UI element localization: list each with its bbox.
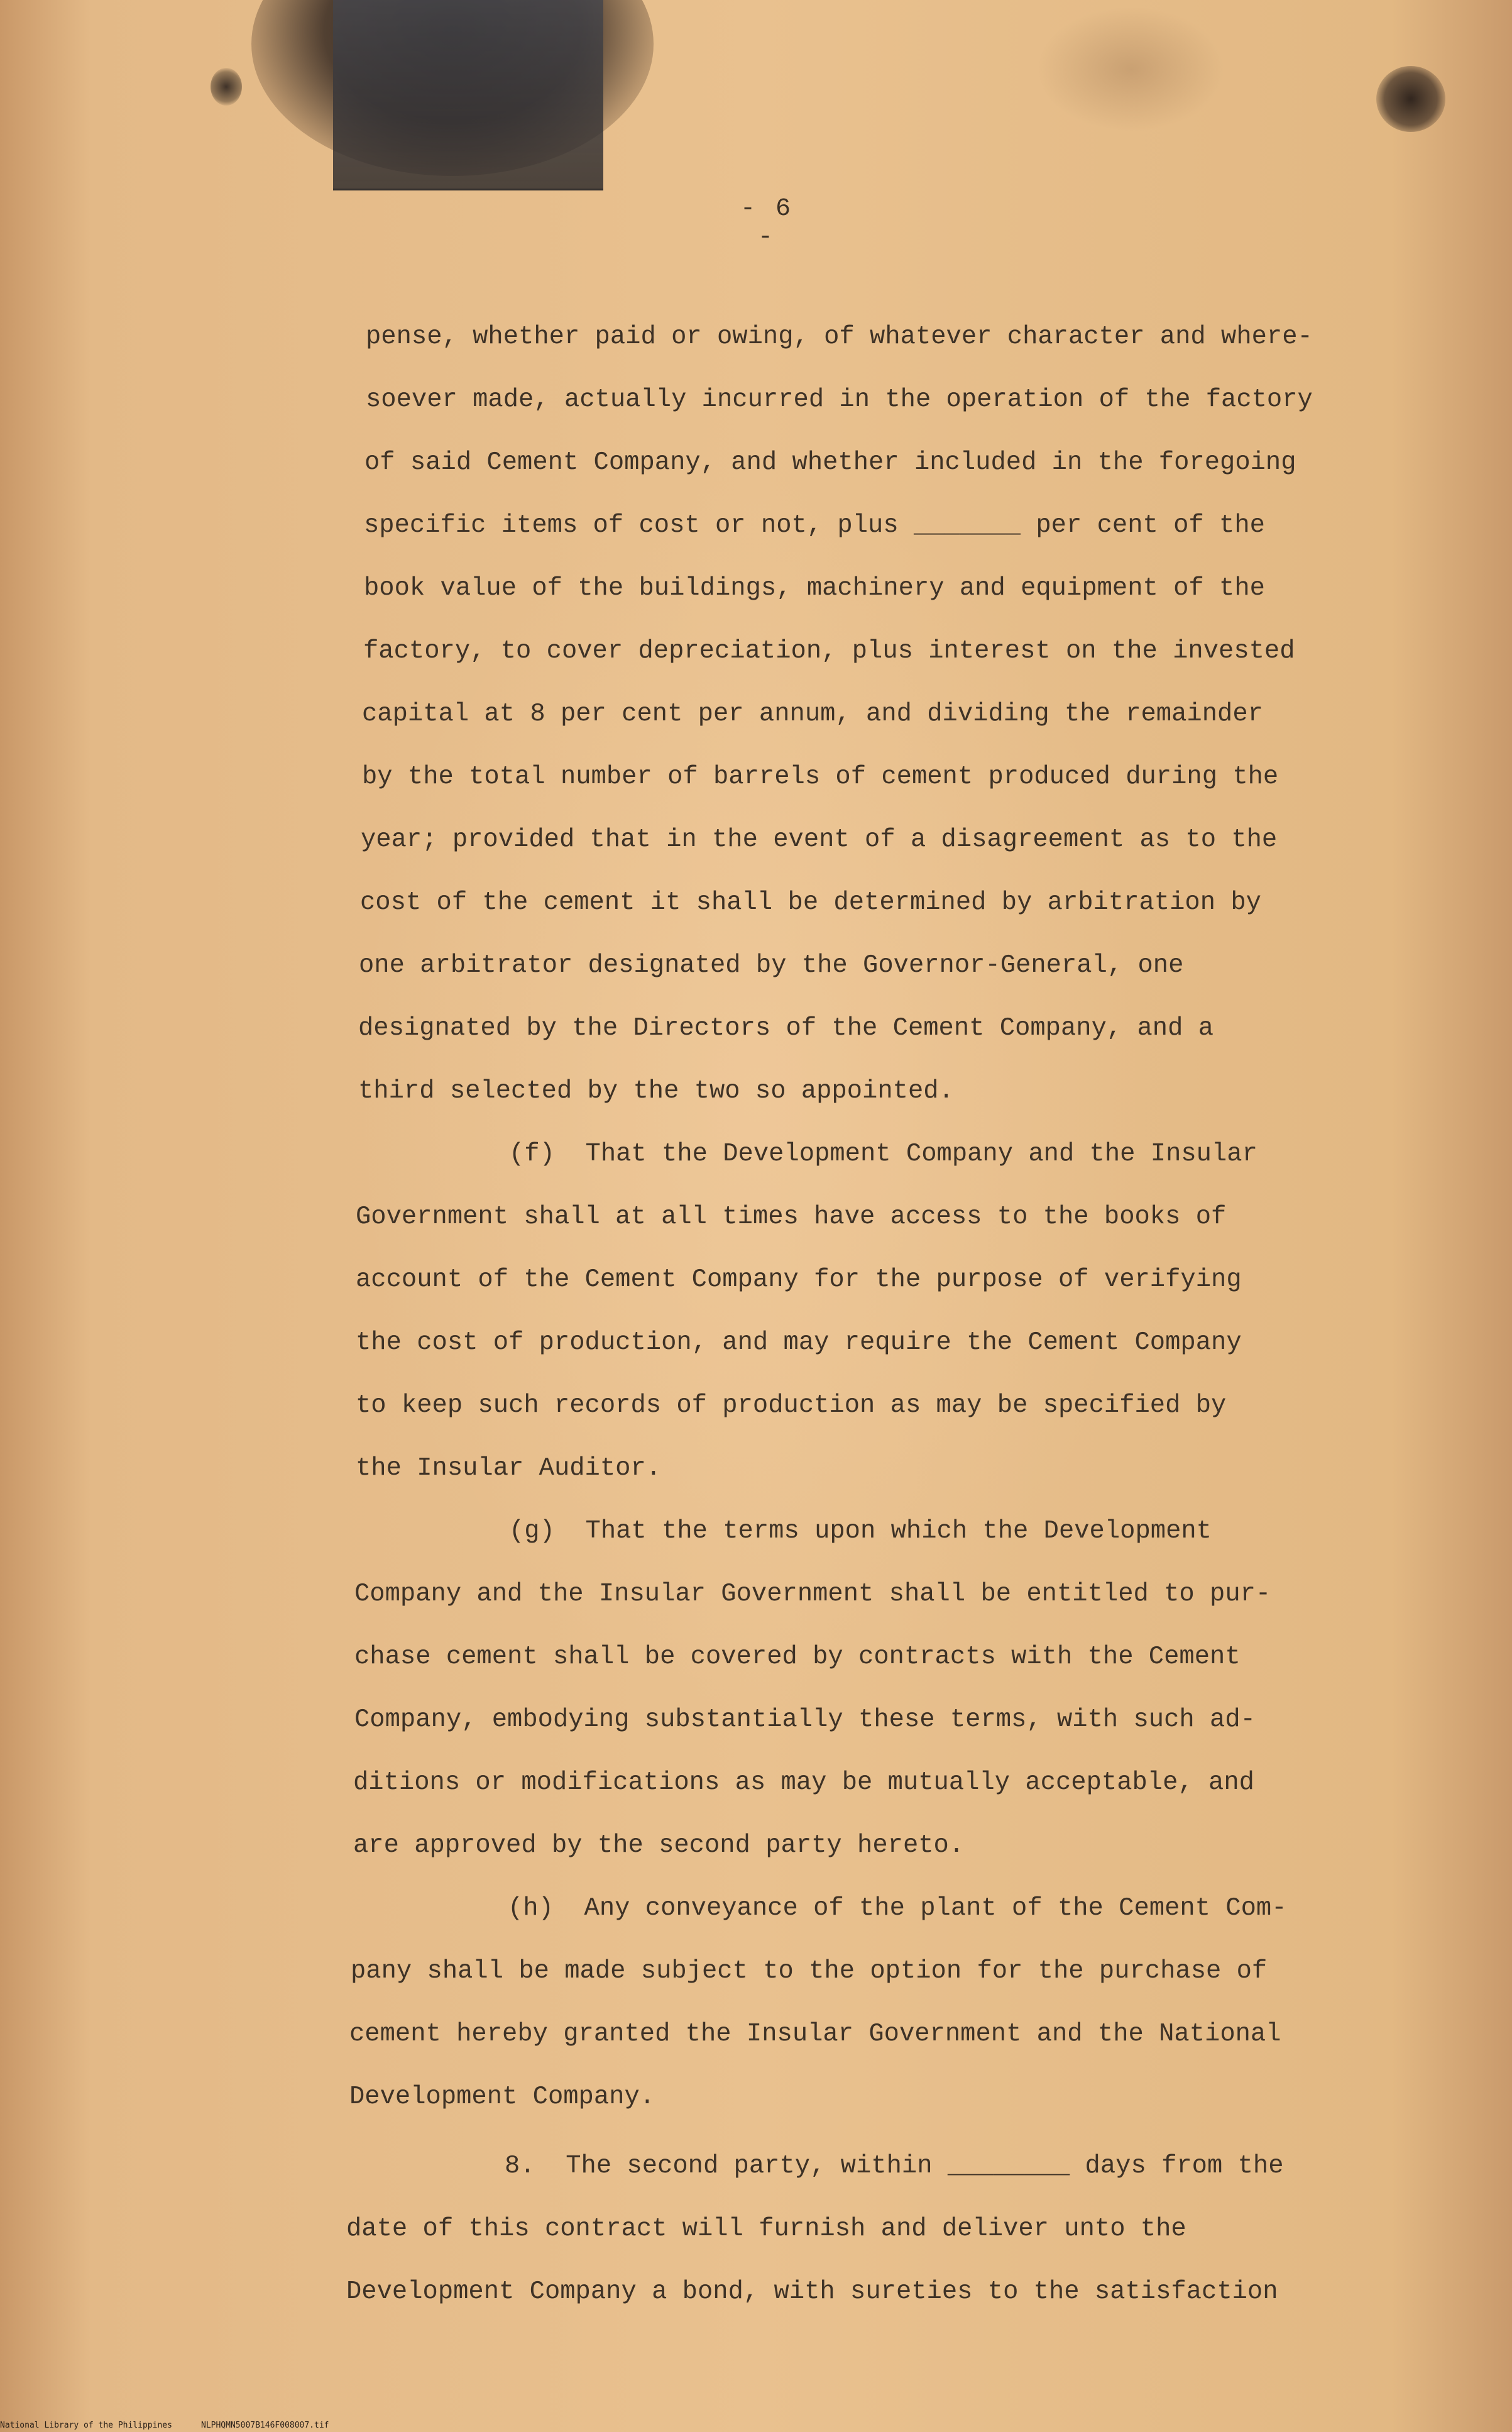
ink-blot [1376,66,1445,132]
text-line: are approved by the second party hereto. [353,1831,965,1860]
file-identifier: NLPHQMN5007B146F008007.tif [201,2421,329,2430]
text-line: chase cement shall be covered by contracts with the Cement [354,1642,1241,1671]
text-line: account of the Cement Company for the purpose of verifying [356,1265,1242,1294]
text-line: factory, to cover depreciation, plus interest on the invested [363,637,1295,666]
text-line: Company and the Insular Government shall be entitled to pur- [354,1580,1271,1609]
text-line: pany shall be made subject to the option for the purchase of [351,1957,1268,1986]
text-line: to keep such records of production as may be specified by [356,1391,1227,1420]
text-line: specific items of cost or not, plus _______ per cent of the [364,511,1265,540]
text-line: 8. The second party, within ________ days from the [505,2152,1284,2181]
text-line: Government shall at all times have access to the books of [356,1202,1227,1231]
text-line: (h) Any conveyance of the plant of the Cement Com- [508,1894,1287,1923]
text-line: designated by the Directors of the Cement Company, and a [358,1014,1214,1043]
tape-patch [333,0,603,190]
text-line: the Insular Auditor. [356,1454,662,1483]
text-line: cost of the cement it shall be determined by arbitration by [360,888,1261,917]
text-line: Development Company. [349,2083,655,2111]
text-line: third selected by the two so appointed. [358,1077,954,1106]
text-line: Development Company a bond, with sureties to the satisfaction [346,2277,1278,2306]
text-line: by the total number of barrels of cement produced during the [362,762,1279,791]
text-line: (f) That the Development Company and the Insular [509,1140,1257,1169]
text-line: (g) That the terms upon which the Development [509,1517,1212,1546]
text-line: the cost of production, and may require the Cement Company [356,1328,1242,1357]
text-line: of said Cement Company, and whether included in the foregoing [364,448,1296,477]
text-line: Company, embodying substantially these terms, with such ad- [354,1705,1256,1734]
text-line: capital at 8 per cent per annum, and dividing the remainder [362,700,1263,729]
text-line: book value of the buildings, machinery and equipment of the [364,574,1265,603]
ink-blot [211,68,242,106]
text-line: cement hereby granted the Insular Government and the National [349,2020,1281,2049]
text-line: ditions or modifications as may be mutually acceptable, and [353,1768,1254,1797]
text-line: date of this contract will furnish and deliver unto the [346,2215,1186,2243]
water-stain [1037,6,1225,132]
text-line: year; provided that in the event of a disagreement as to the [361,825,1278,854]
text-line: soever made, actually incurred in the operation of the factory [366,385,1313,414]
text-line: one arbitrator designated by the Governor-General, one [359,951,1184,980]
page-number: - 6 - [740,195,793,251]
text-line: pense, whether paid or owing, of whatever character and where- [366,322,1313,351]
archive-footer: National Library of the Philippines [0,2421,172,2430]
